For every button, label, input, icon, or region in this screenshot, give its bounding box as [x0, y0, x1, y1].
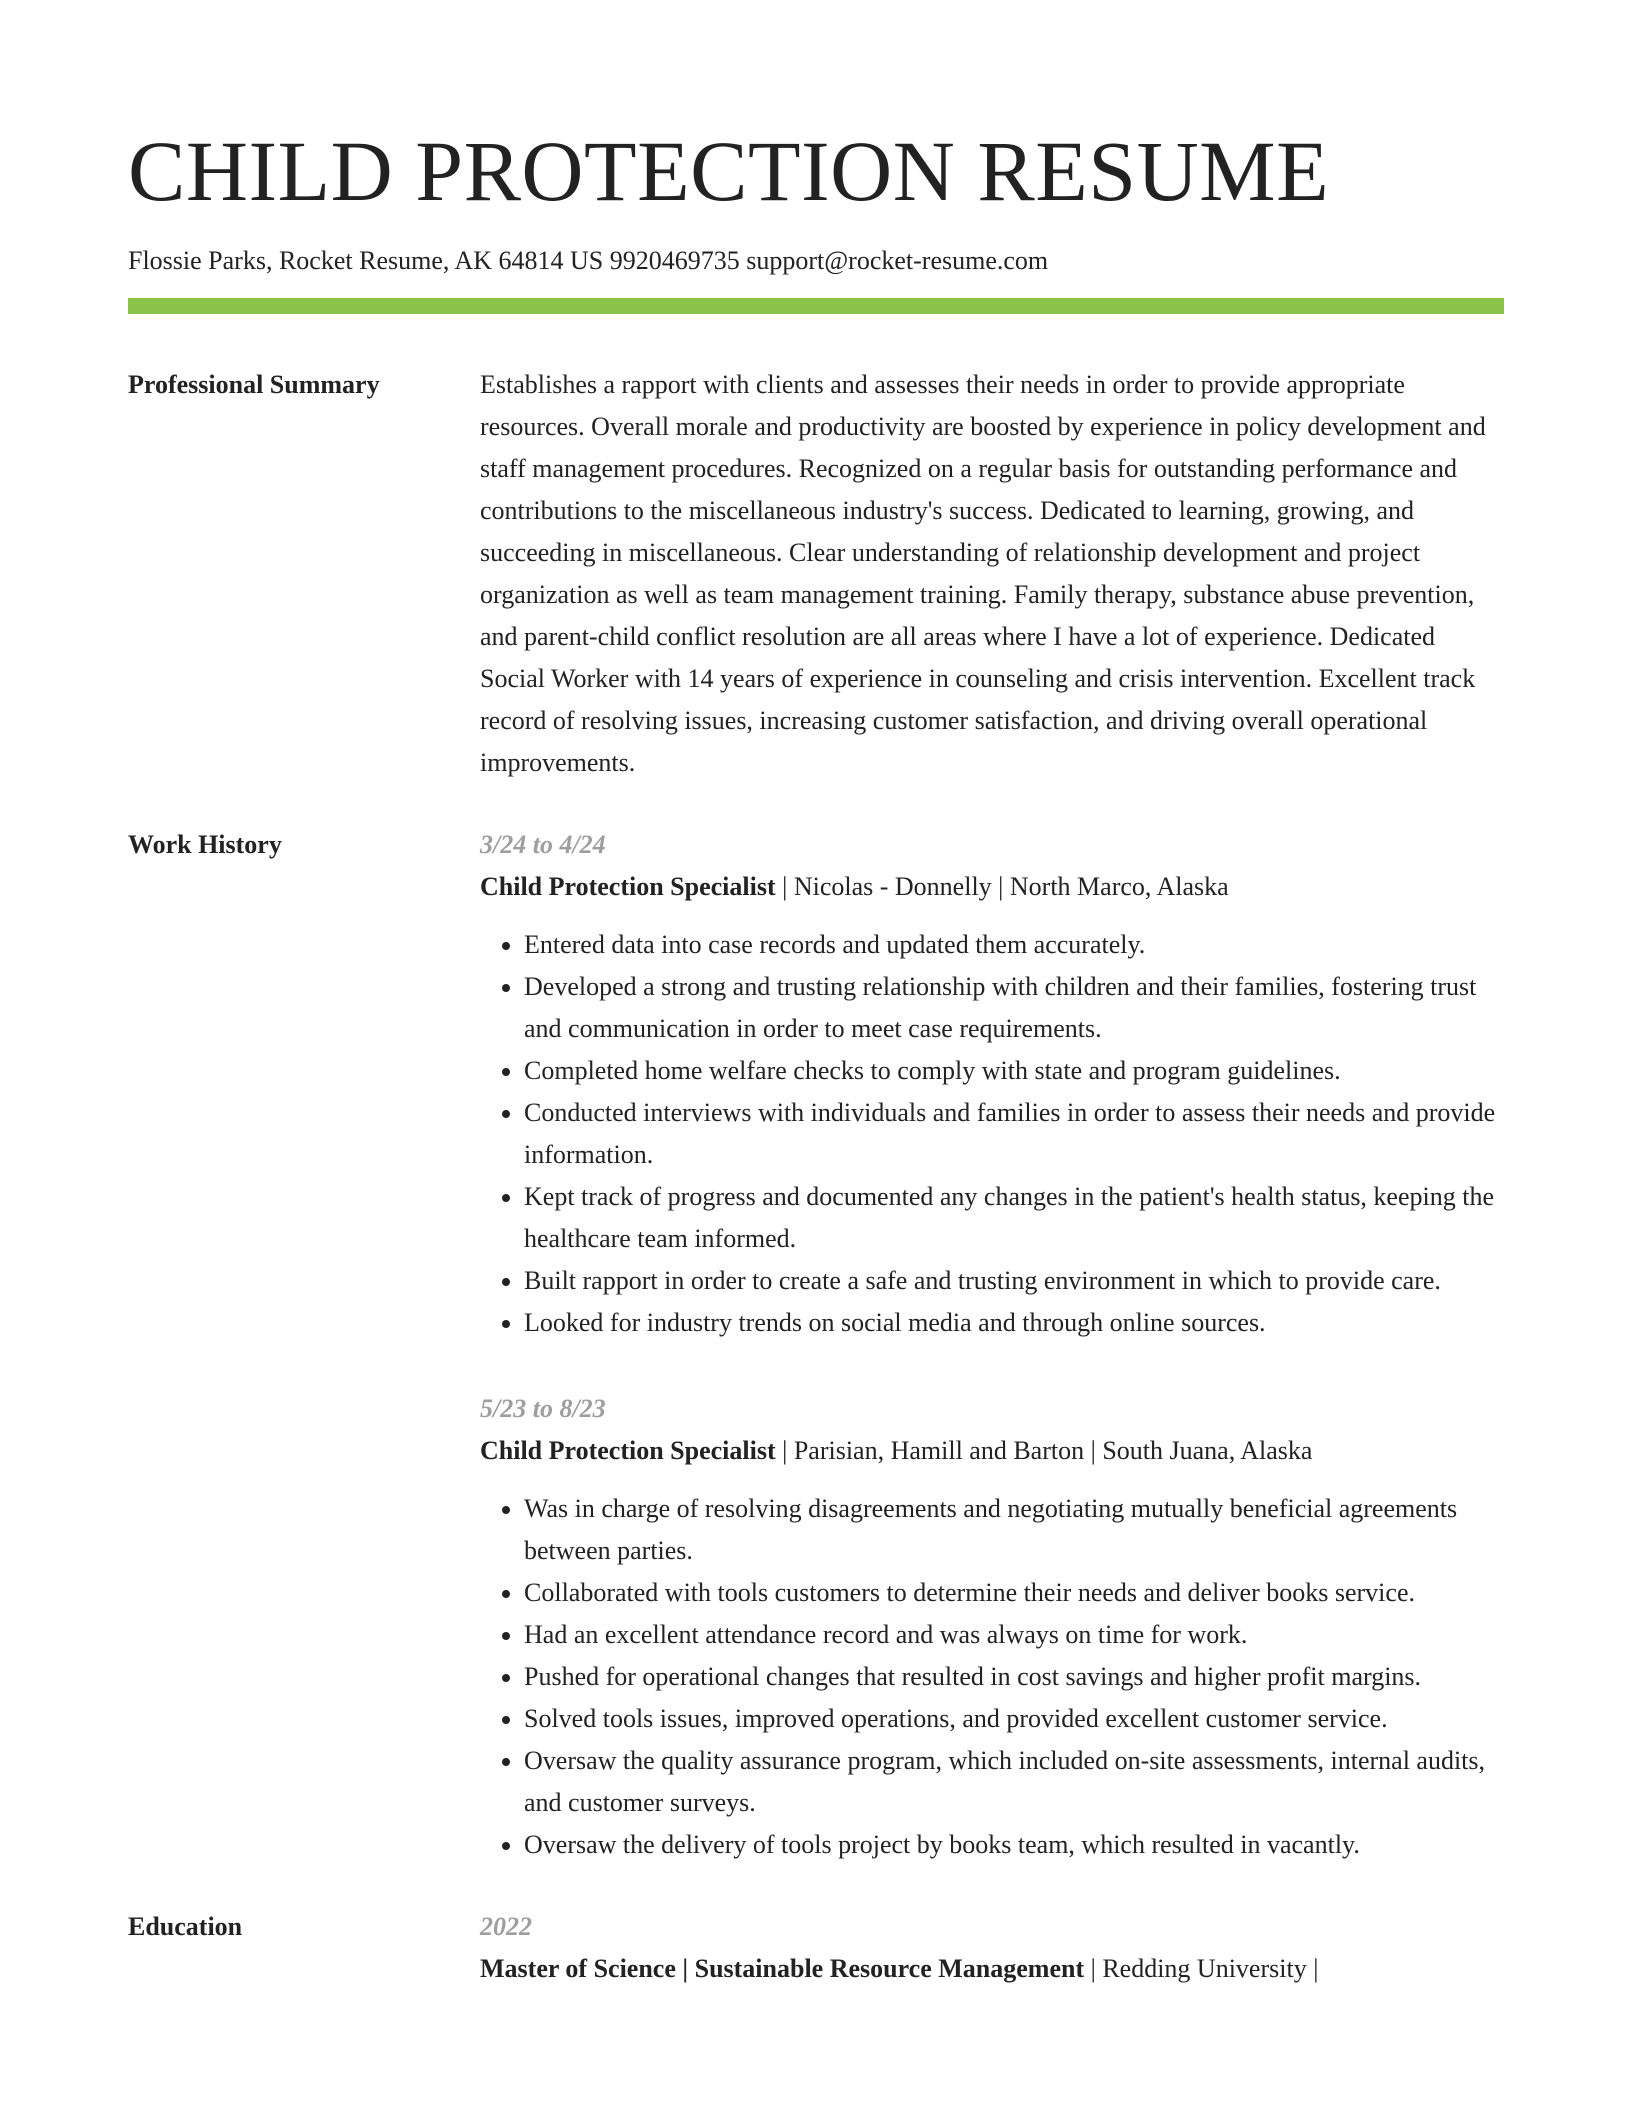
- job-bullet: • Built rapport in order to create a safe and trusting environment in which to provide care.: [524, 1260, 1504, 1302]
- work-history-body: [480, 824, 1504, 1866]
- job-bullet: • Oversaw the delivery of tools project by books team, which resulted in vacantly.: [524, 1824, 1504, 1866]
- job-bullet: • Conducted interviews with individuals and families in order to assess their needs and provide information.: [524, 1092, 1504, 1176]
- job-bullet: • Looked for industry trends on social media and through online sources.: [524, 1302, 1504, 1344]
- job-bullet: • Had an excellent attendance record and was always on time for work.: [524, 1614, 1504, 1656]
- job-title: Child Protection Specialist: [480, 872, 776, 901]
- job-entry: [480, 824, 1504, 1344]
- accent-divider: [128, 298, 1504, 314]
- summary-section: [128, 364, 1504, 784]
- job-bullet: • Kept track of progress and documented any changes in the patient's health status, keeping the healthcare team informed.: [524, 1176, 1504, 1260]
- page-title: CHILD PROTECTION RESUME: [128, 123, 1330, 219]
- job-bullet: • Pushed for operational changes that resulted in cost savings and higher profit margins.: [524, 1656, 1504, 1698]
- job-bullet: • Oversaw the quality assurance program, which included on-site assessments, internal audits, and customer surveys.: [524, 1740, 1504, 1824]
- job-title: Child Protection Specialist: [480, 1436, 776, 1465]
- job-details: | Nicolas - Donnelly | North Marco, Alaska: [775, 872, 1229, 901]
- job-role-line: [480, 1430, 1504, 1472]
- job-dates: 5/23 to 8/23: [480, 1394, 606, 1423]
- summary-body: [480, 364, 1504, 784]
- job-bullet: • Collaborated with tools customers to determine their needs and deliver books service.: [524, 1572, 1504, 1614]
- summary-text: Establishes a rapport with clients and assesses their needs in order to provide appropriate resources. Overall morale and productivity are boosted by experience in policy development and staff management procedures. Recognized on a regular basis for outstanding performance and contributions to the miscellaneous industry's success. Dedicated to learning, growing, and succeeding in miscellaneous. Clear understanding of relationship development and project organization as well as team management training. Family therapy, substance abuse prevention, and parent-child conflict resolution are all areas where I have a lot of experience. Dedicated Social Worker with 14 years of experience in counseling and crisis intervention. Excellent track record of resolving issues, increasing customer satisfaction, and driving overall operational improvements.: [480, 370, 1486, 777]
- work-history-section: [128, 824, 1504, 1866]
- education-year: 2022: [480, 1912, 532, 1941]
- section-label-education: Education: [128, 1912, 243, 1941]
- section-label-summary: Professional Summary: [128, 370, 380, 399]
- education-section: [128, 1906, 1504, 1990]
- education-degree-line: [480, 1948, 1504, 1990]
- job-bullets: [480, 1488, 1504, 1866]
- job-role-line: [480, 866, 1504, 908]
- job-bullet: • Solved tools issues, improved operations, and provided excellent customer service.: [524, 1698, 1504, 1740]
- education-degree: Master of Science | Sustainable Resource Management: [480, 1954, 1085, 1983]
- resume-page: [128, 0, 1504, 1990]
- job-details: | Parisian, Hamill and Barton | South Juana, Alaska: [775, 1436, 1313, 1465]
- education-body: [480, 1906, 1504, 1990]
- job-dates: 3/24 to 4/24: [480, 830, 606, 859]
- job-bullet: • Entered data into case records and updated them accurately.: [524, 924, 1504, 966]
- job-bullet: • Completed home welfare checks to comply with state and program guidelines.: [524, 1050, 1504, 1092]
- job-bullet: • Was in charge of resolving disagreements and negotiating mutually beneficial agreements between parties.: [524, 1488, 1504, 1572]
- contact-line: Flossie Parks, Rocket Resume, AK 64814 US 9920469735 support@rocket-resume.com: [128, 246, 1049, 275]
- job-entry: [480, 1388, 1504, 1866]
- section-label-work-history: Work History: [128, 830, 282, 859]
- job-bullets: [480, 924, 1504, 1344]
- education-details: | Redding University |: [1084, 1954, 1319, 1983]
- job-bullet: • Developed a strong and trusting relationship with children and their families, fostering trust and communication in order to meet case requirements.: [524, 966, 1504, 1050]
